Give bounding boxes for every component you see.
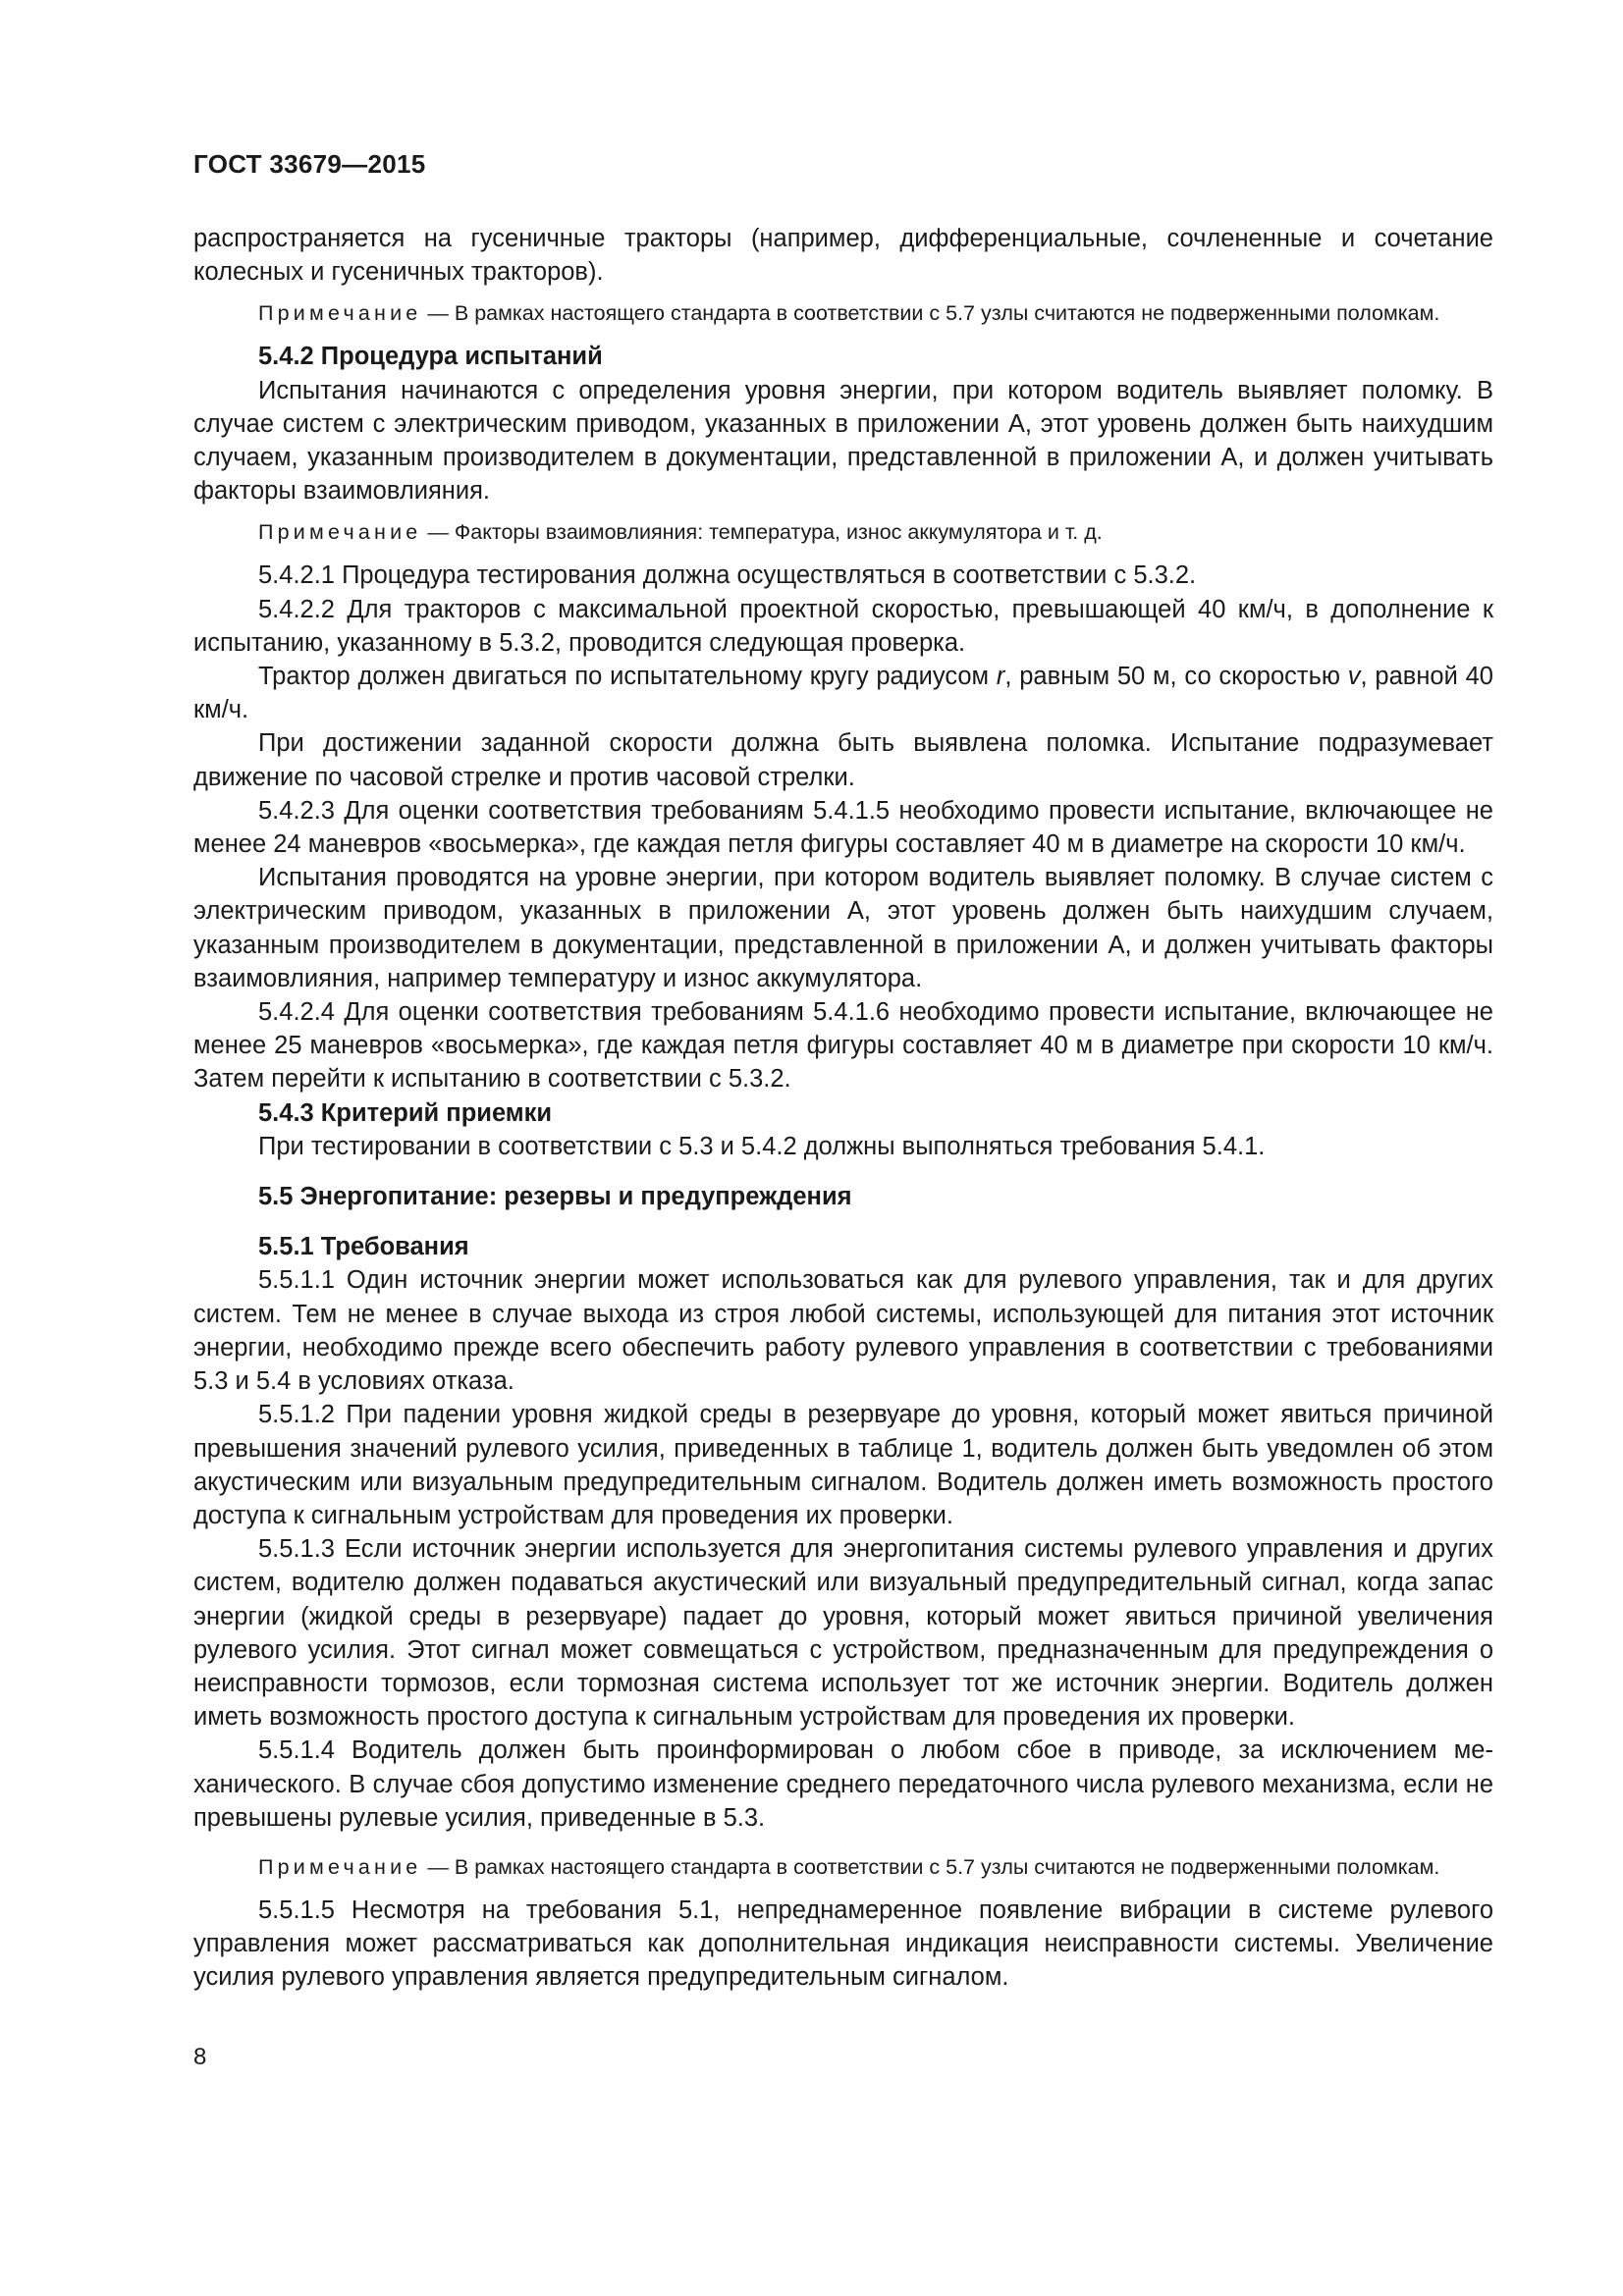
paragraph-5-5-1-3: 5.5.1.3 Если источник энергии используется для энергопитания системы рулевого управления и других систем, водителю должен подаваться акустический или визуальный предупредительный сигнал, когда запас энергии (жидкой среды в резервуаре) падает до уровня, который может явиться причиной увеличения рулевого усилия. Этот сигнал может совмещаться с устройством, предназначенным для предупреждения о неисправности тормозов, если тормозная система использует тот же источник энергии. Водитель должен иметь возможность простого доступа к сигнальным устройствам для проведения их проверки. xyxy=(193,1535,1493,1732)
note-label: Примечание xyxy=(258,520,422,545)
note-text: — В рамках настоящего стандарта в соответствии с 5.7 узлы считаются не подверженными поломкам. xyxy=(421,1854,1440,1879)
text-fragment: Трактор должен двигаться по испытательному кругу радиусом xyxy=(258,663,997,691)
paragraph-speed: При достижении заданной скорости должна быть выявлена поломка. Испытание подразумевает движение по часовой стрелке и против часовой стрелки. xyxy=(193,729,1493,791)
section-heading-5-5: 5.5 Энергопитание: резервы и предупреждения xyxy=(258,1183,852,1211)
paragraph-5-5-1-4: 5.5.1.4 Водитель должен быть проинформирован о любом сбое в приводе, за исключением механического. В случае сбоя допустимо изменение среднего передаточного числа рулевого механизма, если не превышены рулевые усилия, приведенные в 5.3. xyxy=(193,1736,1493,1832)
section-heading-5-4-2: 5.4.2 Процедура испытаний xyxy=(258,343,603,371)
note xyxy=(193,299,1493,328)
note xyxy=(193,1853,1493,1882)
paragraph-5-5-1-1: 5.5.1.1 Один источник энергии может использоваться как для рулевого управления, так и для других систем. Тем не менее в случае выхода из строя любой системы, использующей для питания этот источник энергии, необходимо прежде всего обеспечить работу рулевого управления в соответствии с требованиями 5.3 и 5.4 в условиях отказа. xyxy=(193,1266,1493,1396)
paragraph-continuation: распространяется на гусеничные тракторы (например, дифференциальные, сочлененные и сочетание колесных и гусеничных тракторов). xyxy=(193,225,1493,287)
note xyxy=(193,518,1493,547)
paragraph-tractor-circle xyxy=(193,660,1493,726)
paragraph-energy: Испытания проводятся на уровне энергии, при котором водитель выявляет поломку. В случае систем с электрическим приводом, указанных в приложении А, этот уровень должен быть наихудшим случаем, указанным производителем в документации, представленной в приложении А, и должен учитывать факторы взаимовлияния, например температуру и износ аккумулятора. xyxy=(193,864,1493,992)
text-fragment: , равной 40 км/ч. xyxy=(193,663,1493,724)
paragraph-5-4-3: При тестировании в соответствии с 5.3 и 5.4.2 должны выполняться требования 5.4.1. xyxy=(258,1132,1266,1160)
note-text: — В рамках настоящего стандарта в соответствии с 5.7 узлы считаются не подверженными поломкам. xyxy=(421,301,1440,326)
symbol-r: r xyxy=(996,663,1005,691)
symbol-v: v xyxy=(1347,663,1361,691)
text-fragment: , равным 50 м, со скоростью xyxy=(1004,663,1348,691)
note-label: Примечание xyxy=(258,301,422,326)
document-body xyxy=(193,222,1493,1995)
paragraph-5-4-2-2: 5.4.2.2 Для тракторов с максимальной проектной скоростью, превышающей 40 км/ч, в дополнение к испытанию, указанному в 5.3.2, проводится следующая проверка. xyxy=(193,595,1493,657)
paragraph-5-4-2-1: 5.4.2.1 Процедура тестирования должна осуществляться в соответствии с 5.3.2. xyxy=(258,561,1197,590)
paragraph-5-5-1-2: 5.5.1.2 При падении уровня жидкой среды в резервуаре до уровня, который может явиться причиной превышения значений рулевого усилия, приведенных в таблице 1, водитель должен быть уведомлен об этом акустическим или визуальным предупредительным сигналом. Водитель должен иметь возможность простого доступа к сигнальным устройствам для проведения их проверки. xyxy=(193,1401,1493,1529)
paragraph-5-4-2-3: 5.4.2.3 Для оценки соответствия требованиям 5.4.1.5 необходимо провести испытание, включающее не менее 24 маневров «восьмерка», где каждая петля фигуры составляет 40 м в диаметре на скорости 10 км/ч. xyxy=(193,796,1493,859)
section-heading-5-5-1: 5.5.1 Требования xyxy=(258,1233,469,1261)
document-header: ГОСТ 33679—2015 xyxy=(193,149,426,179)
paragraph-5-4-2: Испытания начинаются с определения уровня энергии, при котором водитель выявляет поломку. В случае систем с электрическим приводом, указанных в приложении А, этот уровень должен быть наихудшим случаем, указанным производителем в документации, представленной в приложении А, и должен учитывать факторы взаимовлияния. xyxy=(193,376,1493,506)
paragraph-5-5-1-5: 5.5.1.5 Несмотря на требования 5.1, непреднамеренное появление вибрации в системе рулевого управления может рассматриваться как дополнительная индикация неисправности системы. Увеличение усилия рулевого управления является предупредительным сигналом. xyxy=(193,1896,1493,1992)
paragraph-5-4-2-4: 5.4.2.4 Для оценки соответствия требованиям 5.4.1.6 необходимо провести испытание, включающее не менее 25 маневров «восьмерка», где каждая петля фигуры составляет 40 м в диаметре при скорости 10 км/ч. Затем перейти к испытанию в соответствии с 5.3.2. xyxy=(193,998,1493,1094)
page-number: 8 xyxy=(193,2044,207,2070)
note-text: — Факторы взаимовлияния: температура, износ аккумулятора и т. д. xyxy=(421,520,1103,545)
section-heading-5-4-3: 5.4.3 Критерий приемки xyxy=(258,1098,553,1127)
note-label: Примечание xyxy=(258,1854,422,1879)
